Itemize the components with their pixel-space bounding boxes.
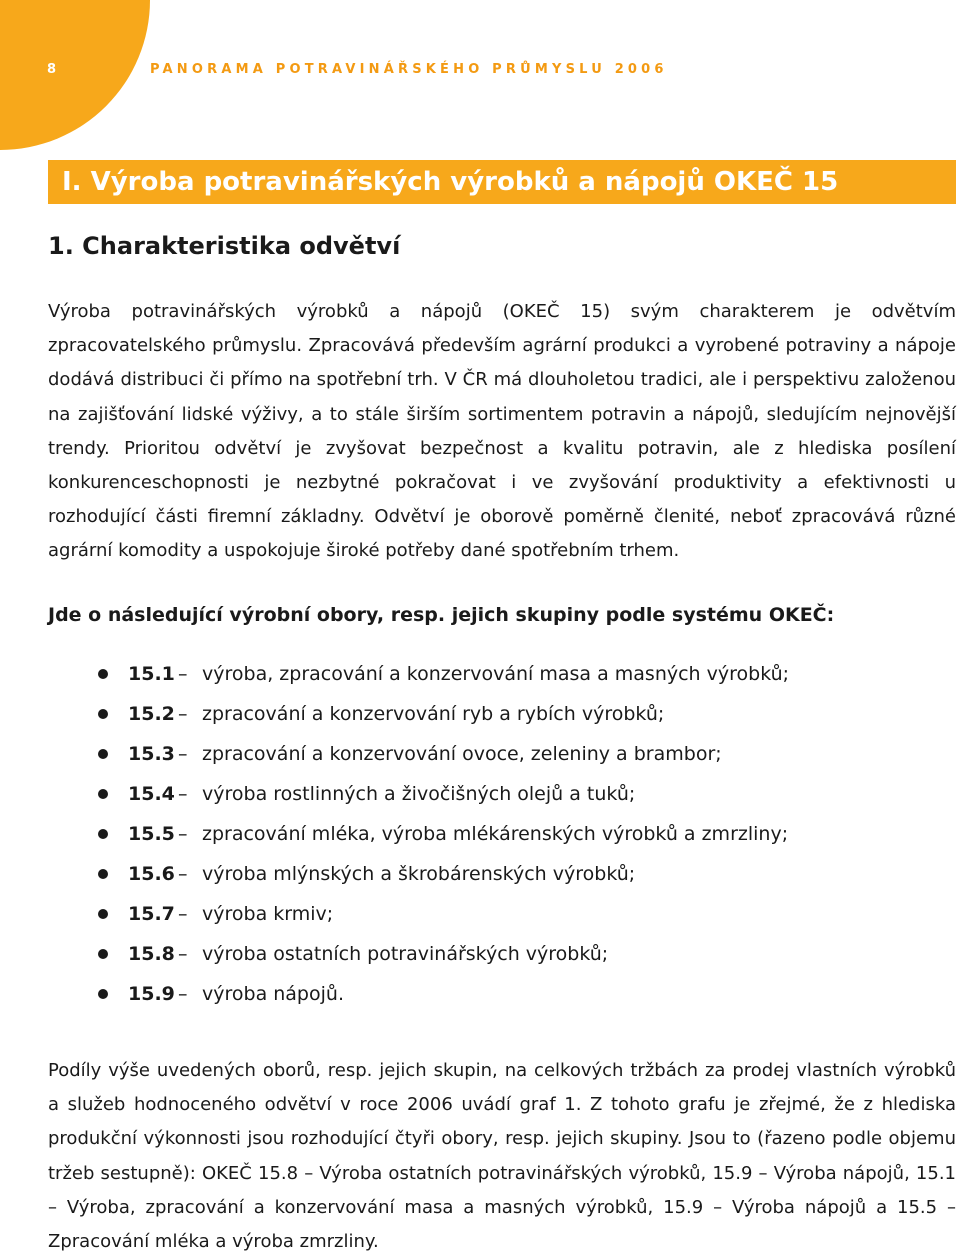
bullet-icon <box>98 749 108 759</box>
item-description: výroba ostatních potravinářských výrobků; <box>202 943 609 965</box>
item-dash: – <box>178 903 188 925</box>
bullet-icon <box>98 869 108 879</box>
item-dash: – <box>178 863 188 885</box>
bullet-icon <box>98 669 108 679</box>
item-code: 15.9 <box>128 983 175 1005</box>
closing-paragraph: Podíly výše uvedených oborů, resp. jejich skupin, na celkových tržbách za prodej vlastních výrobků a služeb hodnoceného odvětví v roce 2006 uvádí graf 1. Z tohoto grafu je zřejmé, že z hlediska produkční výkonnosti jsou rozhodující čtyři obory, resp. jejich skupiny. Jsou to (řazeno podle objemu tržeb sestupně): OKEČ 15.8 – Výroba ostatních potravinářských výrobků, 15.9 – Výroba nápojů, 15.1 – Výroba, zpracování a konzervování masa a masných výrobků, 15.9 – Výroba nápojů a 15.5 – Zpracování mléka a výroba zmrzliny. <box>48 1060 956 1253</box>
item-code: 15.8 <box>128 943 175 965</box>
item-description: zpracování a konzervování ovoce, zeleniny a brambor; <box>202 743 722 765</box>
item-dash: – <box>178 743 188 765</box>
item-description: zpracování a konzervování ryb a rybích výrobků; <box>202 703 665 725</box>
item-dash: – <box>178 983 188 1005</box>
item-dash: – <box>178 943 188 965</box>
corner-decoration <box>0 0 150 150</box>
item-code: 15.2 <box>128 703 175 725</box>
item-description: výroba krmiv; <box>202 903 334 925</box>
item-dash: – <box>178 783 188 805</box>
item-description: výroba, zpracování a konzervování masa a masných výrobků; <box>202 663 790 685</box>
item-description: zpracování mléka, výroba mlékárenských výrobků a zmrzliny; <box>202 823 789 845</box>
item-dash: – <box>178 703 188 725</box>
item-dash: – <box>178 823 188 845</box>
section-title: I. Výroba potravinářských výrobků a nápojů OKEČ 15 <box>48 160 956 204</box>
bullet-icon <box>98 829 108 839</box>
subsection-title: 1. Charakteristika odvětví <box>48 232 401 260</box>
list-heading: Jde o následující výrobní obory, resp. jejich skupiny podle systému OKEČ: <box>48 604 835 626</box>
item-description: výroba nápojů. <box>202 983 344 1005</box>
page-number: 8 <box>47 62 57 77</box>
item-code: 15.7 <box>128 903 175 925</box>
item-code: 15.6 <box>128 863 175 885</box>
running-header: PANORAMA POTRAVINÁŘSKÉHO PRŮMYSLU 2006 <box>150 62 668 77</box>
item-description: výroba mlýnských a škrobárenských výrobků; <box>202 863 636 885</box>
item-dash: – <box>178 663 188 685</box>
item-code: 15.1 <box>128 663 175 685</box>
item-code: 15.4 <box>128 783 175 805</box>
intro-paragraph: Výroba potravinářských výrobků a nápojů (OKEČ 15) svým charakterem je odvětvím zpracovatelského průmyslu. Zpracovává především agrární produkci a vyrobené potraviny a nápoje dodává distribuci či přímo na spotřební trh. V ČR má dlouholetou tradici, ale i perspektivu založenou na zajišťování lidské výživy, a to stále širším sortimentem potravin a nápojů, sledujícím nejnovější trendy. Prioritou odvětví je zvyšovat bezpečnost a kvalitu potravin, ale z hlediska posílení konkurenceschopnosti je nezbytné pokračovat i ve zvyšování produktivity a efektivnosti u rozhodující části firemní základny. Odvětví je oborově poměrně členité, neboť zpracovává různé agrární komodity a uspokojuje široké potřeby dané spotřebním trhem. <box>48 301 956 562</box>
item-code: 15.3 <box>128 743 175 765</box>
bullet-icon <box>98 909 108 919</box>
bullet-icon <box>98 989 108 999</box>
bullet-icon <box>98 789 108 799</box>
bullet-icon <box>98 949 108 959</box>
item-code: 15.5 <box>128 823 175 845</box>
item-description: výroba rostlinných a živočišných olejů a tuků; <box>202 783 636 805</box>
bullet-icon <box>98 709 108 719</box>
